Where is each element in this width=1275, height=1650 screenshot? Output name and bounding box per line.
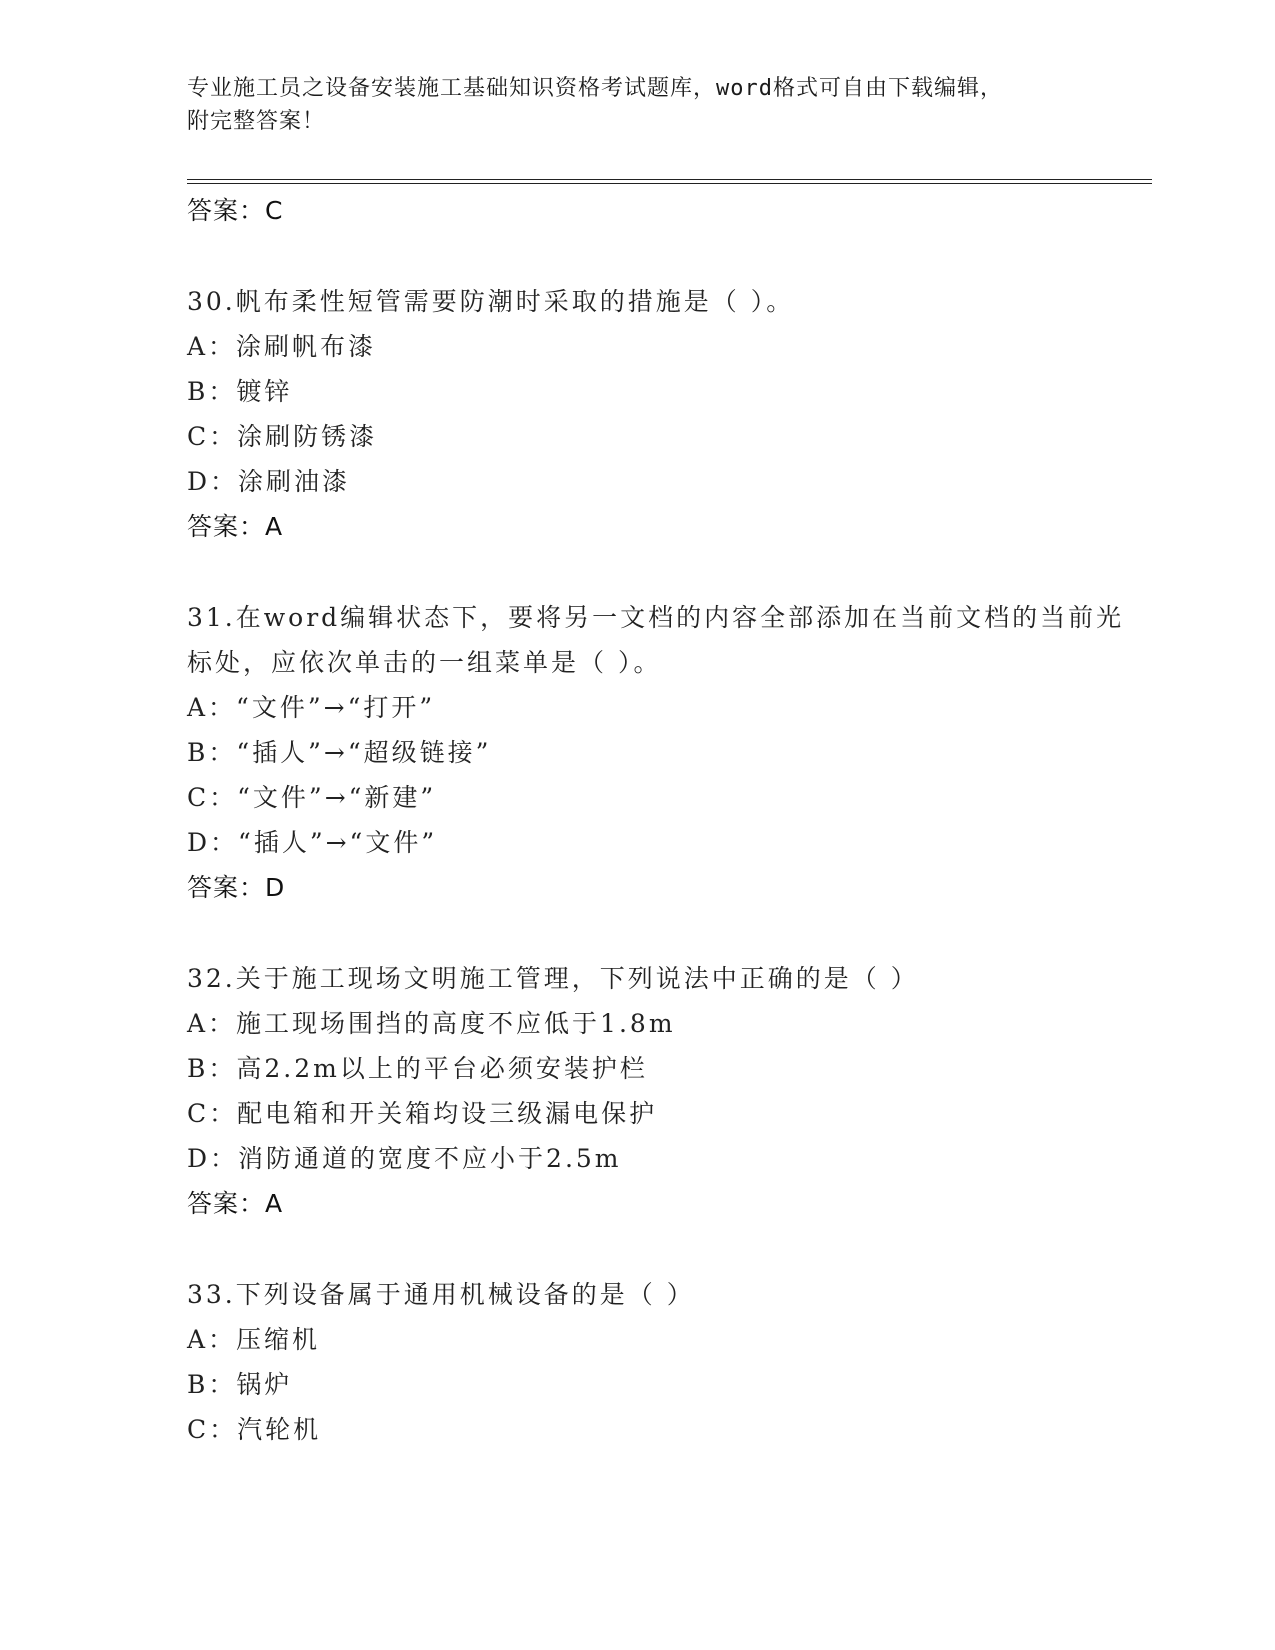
- header-divider-top: [187, 179, 1152, 180]
- question-block: [187, 956, 1147, 1226]
- question-text: 33.下列设备属于通用机械设备的是（ ）: [187, 1280, 695, 1309]
- option-d: D：消防通道的宽度不应小于2.5m: [187, 1144, 622, 1173]
- header-line-2: 附完整答案！: [187, 109, 326, 134]
- spacer: [187, 549, 1147, 595]
- spacer: [187, 910, 1147, 956]
- option-c: C：汽轮机: [187, 1415, 322, 1444]
- option-b: B：“插人”→“超级链接”: [187, 738, 492, 767]
- option-a: A：施工现场围挡的高度不应低于1.8m: [187, 1009, 676, 1038]
- answer-label: 答案：A: [187, 1189, 284, 1218]
- question-block: [187, 1272, 1147, 1452]
- option-b: B：高2.2m以上的平台必须安装护栏: [187, 1054, 648, 1083]
- question-list: [187, 188, 1147, 1452]
- spacer: [187, 233, 1147, 279]
- question-text: 31.在word编辑状态下，要将另一文档的内容全部添加在当前文档的当前光标处，应依次单击的一组菜单是（ ）。: [187, 603, 1125, 677]
- question-text: 32.关于施工现场文明施工管理，下列说法中正确的是（ ）: [187, 964, 919, 993]
- document-header: [187, 72, 1087, 138]
- option-a: A：压缩机: [187, 1325, 321, 1354]
- option-b: B：镀锌: [187, 377, 293, 406]
- option-c: C：涂刷防锈漆: [187, 422, 378, 451]
- question-block: [187, 595, 1147, 910]
- option-a: A：“文件”→“打开”: [187, 693, 436, 722]
- answer-label: 答案：D: [187, 873, 286, 902]
- answer-label: 答案：A: [187, 512, 284, 541]
- header-divider-bottom: [187, 183, 1152, 184]
- option-d: D：涂刷油漆: [187, 467, 351, 496]
- option-c: C：“文件”→“新建”: [187, 783, 437, 812]
- header-line-1: 专业施工员之设备安装施工基础知识资格考试题库，word格式可自由下载编辑，: [187, 76, 1003, 101]
- spacer: [187, 1226, 1147, 1272]
- option-b: B：锅炉: [187, 1370, 293, 1399]
- question-block: [187, 279, 1147, 549]
- option-a: A：涂刷帆布漆: [187, 332, 377, 361]
- option-c: C：配电箱和开关箱均设三级漏电保护: [187, 1099, 658, 1128]
- question-text: 30.帆布柔性短管需要防潮时采取的措施是（ ）。: [187, 287, 795, 316]
- answer-label: 答案：C: [187, 196, 284, 225]
- option-d: D：“插人”→“文件”: [187, 828, 438, 857]
